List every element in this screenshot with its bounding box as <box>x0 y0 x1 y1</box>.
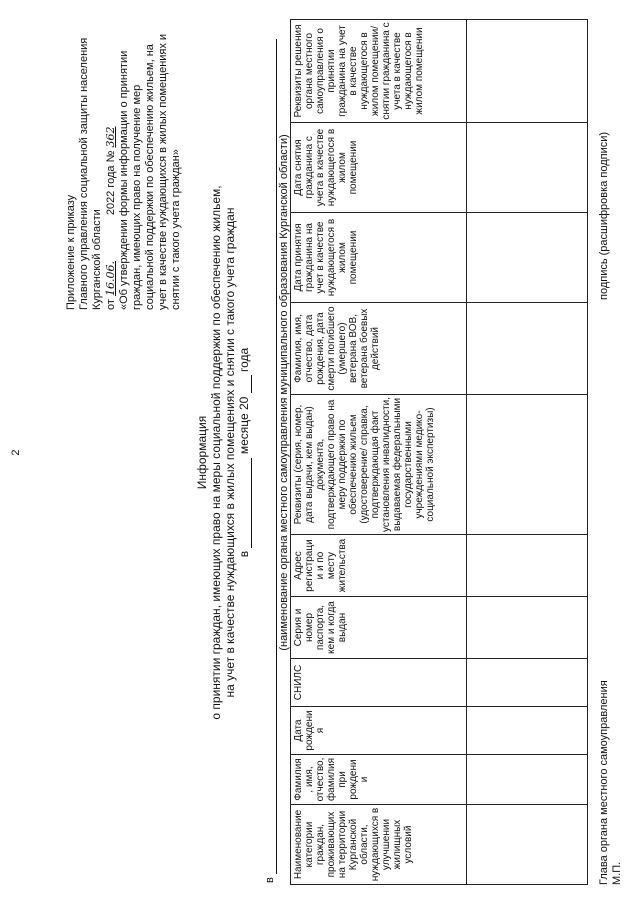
org-in-label: в <box>264 877 276 883</box>
appendix-block <box>65 10 183 310</box>
order-title-4: учет в качестве нуждающихся в жилых помещениях и <box>157 33 169 310</box>
org-caption: (наименование органа местного самоуправления муниципального образования Курганской области) <box>278 134 290 651</box>
year-blank <box>237 375 252 393</box>
appendix-line-2: Главного управления социальной защиты населения <box>78 37 90 310</box>
info-table <box>290 19 588 885</box>
table-cell[interactable] <box>466 213 587 303</box>
month-blank <box>237 458 252 548</box>
table-cell[interactable] <box>466 20 587 123</box>
col-header-document-details: Реквизиты (серия, номер, дата выдачи, кем выдан) документа, подтверждающего право на меру поддержки по обеспечению жильем (удостоверение/ справка, подтверждающая факт установления инвалидности, выдаваемая федеральными государственными учреждениями медико-социальной экспертизы) <box>291 395 467 535</box>
period-in-label: в <box>237 550 251 558</box>
order-prefix: от <box>105 299 117 310</box>
month-label: месяце 20 <box>237 396 251 455</box>
order-date-day: 16.06. <box>104 261 117 297</box>
title-line-1: о принятии граждан, имеющих право на меры социальной поддержки по обеспечению жильем, <box>209 185 223 720</box>
table-cell[interactable] <box>466 535 587 597</box>
page-number: 2 <box>10 449 22 456</box>
table-cell[interactable] <box>466 707 587 755</box>
title-heading: Информация <box>195 415 209 490</box>
appendix-order-line <box>104 10 118 310</box>
org-name-line <box>264 39 277 883</box>
table-cell[interactable] <box>466 395 587 535</box>
appendix-line-3: Курганской области <box>91 209 103 310</box>
org-name-blank <box>264 39 277 874</box>
col-header-passport: Серия и номер паспорта, кем и когда выдан <box>291 597 467 659</box>
stamp-label: М.П. <box>611 861 623 885</box>
col-header-address: Адрес регистрации и по месту жительства <box>291 535 467 597</box>
signature-caption: подпись (расшифровка подписи) <box>598 131 610 300</box>
title-period-line <box>237 0 252 905</box>
year-label: года <box>237 347 251 372</box>
signature-block <box>598 680 624 885</box>
table-row <box>466 20 587 885</box>
col-header-decision-details: Реквизиты решения органа местного самоуправления о принятии гражданина на учет в качестве нуждающегося в жилом помещении/ снятии гражданина с учета в качестве нуждающегося в жилом помещении <box>291 20 467 123</box>
appendix-line-1: Приложение к приказу <box>65 194 77 310</box>
table-cell[interactable] <box>466 123 587 213</box>
table-header-row <box>291 20 467 885</box>
table-cell[interactable] <box>466 303 587 395</box>
table-cell[interactable] <box>466 597 587 659</box>
col-header-birth-date: Дата рождения <box>291 707 467 755</box>
title-line-2: на учет в качестве нуждающихся в жилых помещениях и снятии с такого учета граждан <box>223 207 237 698</box>
table-cell[interactable] <box>466 659 587 707</box>
col-header-category: Наименование категории граждан, проживающих на территории Курганской области, нуждающихся в улучшении жилищных условий <box>291 805 467 885</box>
col-header-veteran: Фамилия, имя, отчество, дата рождения, дата смерти погибшего (умершего) ветерана ВОВ, ветерана боевых действий <box>291 303 467 395</box>
order-title-1: «Об утверждении формы информации о принятии <box>118 50 130 310</box>
document-title <box>195 0 252 905</box>
order-title-3: социальной поддержки по обеспечению жильем, на <box>144 44 156 310</box>
col-header-full-name: Фамилия, имя, отчество, фамилия при рождении <box>291 755 467 805</box>
order-title-5: снятии с такого учета граждан» <box>170 149 182 310</box>
col-header-removal-date: Дата снятия гражданина с учета в качестве нуждающегося в жилом помещении <box>291 123 467 213</box>
order-title-2: граждан, имеющих право на получение мер <box>131 84 143 310</box>
col-header-registration-date: Дата принятия гражданина на учет в качестве нуждающегося в жилом помещении <box>291 213 467 303</box>
table-cell[interactable] <box>466 805 587 885</box>
order-date-year: 2022 года № <box>105 150 117 216</box>
col-header-snils: СНИЛС <box>291 659 467 707</box>
order-number: 362 <box>104 126 117 148</box>
table-cell[interactable] <box>466 755 587 805</box>
signature-position: Глава органа местного самоуправления <box>598 680 610 885</box>
